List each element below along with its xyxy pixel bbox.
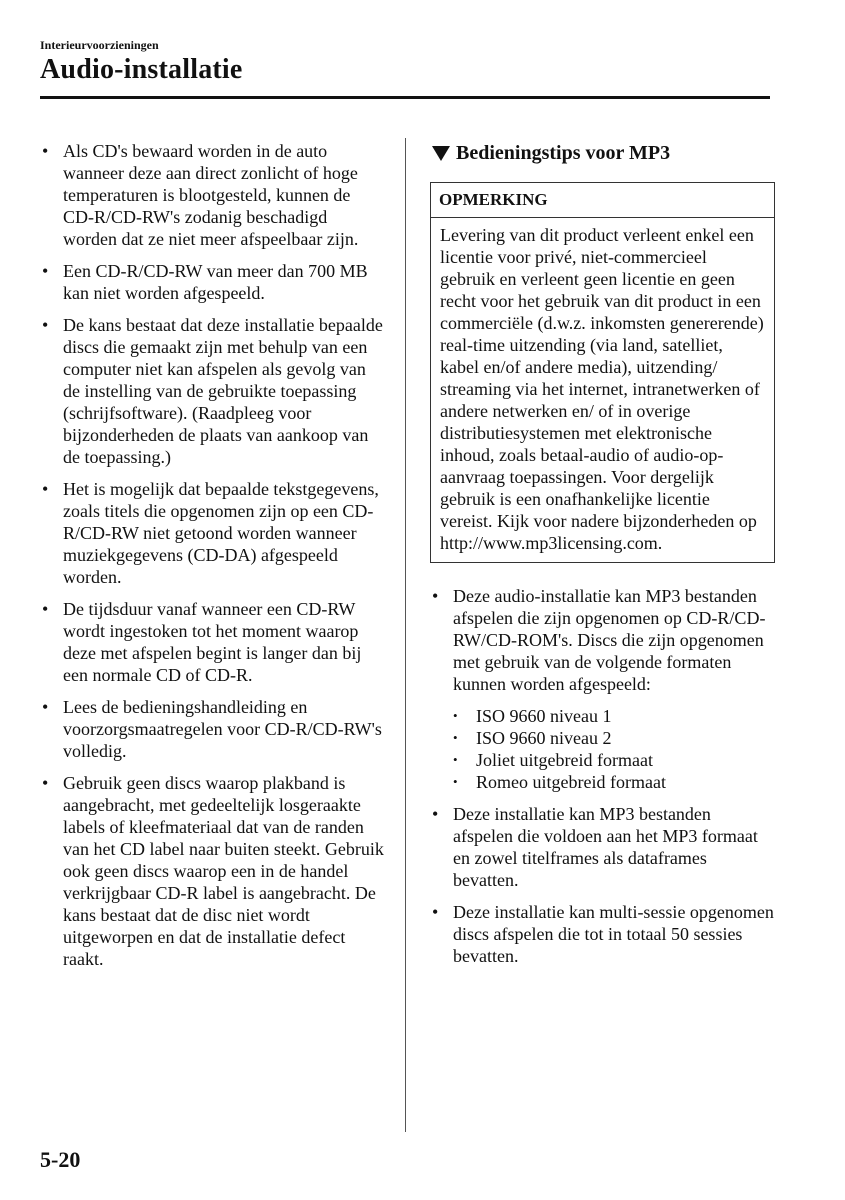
format-item: • ISO 9660 niveau 2 [453,727,775,749]
list-item: • Een CD-R/CD-RW van meer dan 700 MB kan niet worden afgespeeld. [40,260,385,304]
list-item: • Gebruik geen discs waarop plakband is aangebracht, met gedeeltelijk losgeraakte labels of kleefmateriaal dat van de randen van het CD label naar buiten steekt. Gebruik ook geen discs waarop een in de handel verkrijgbaar CD-R label is aangebracht. De kans bestaat dat de disc niet wordt uitgeworpen en dat de installatie defect raakt. [40,772,385,970]
format-item: • Joliet uitgebreid formaat [453,749,775,771]
format-list [430,705,775,793]
list-item-text: Deze audio-installatie kan MP3 bestanden afspelen die zijn opgenomen op CD-R/CD-RW/CD-ROM's. Discs die zijn opgenomen met gebruik van de volgende formaten kunnen worden afgespeeld: [453,586,766,694]
format-item: • Romeo uitgebreid formaat [453,771,775,793]
sub-heading [430,140,775,166]
section-label: Interieurvoorzieningen [40,38,159,52]
left-column [40,140,385,980]
note-label: OPMERKING [431,183,774,218]
page-title: Audio-installatie [40,54,243,85]
list-item: • Deze installatie kan MP3 bestanden afspelen die voldoen aan het MP3 formaat en zowel titelframes als dataframes bevatten. [430,803,775,891]
right-column [430,140,775,977]
column-divider [405,138,406,1132]
list-item: • De tijdsduur vanaf wanneer een CD-RW wordt ingestoken tot het moment waarop deze met afspelen begint is langer dan bij een normale CD of CD-R. [40,598,385,686]
list-item: • Als CD's bewaard worden in de auto wanneer deze aan direct zonlicht of hoge temperaturen is blootgesteld, kunnen de CD-R/CD-RW's zodanig beschadigd worden dat ze niet meer afspeelbaar zijn. [40,140,385,250]
triangle-down-icon [432,146,450,161]
title-rule [40,96,770,99]
list-item: • Deze installatie kan multi-sessie opgenomen discs afspelen die tot in totaal 50 sessies bevatten. [430,901,775,967]
note-box [430,182,775,563]
list-item [430,585,775,695]
page-number: 5-20 [40,1147,81,1172]
right-bullet-list [430,585,775,695]
list-item: • De kans bestaat dat deze installatie bepaalde discs die gemaakt zijn met behulp van een computer niet kan afspelen als gevolg van de instelling van de gebruikte toepassing (schrijfsoftware). (Raadpleeg voor bijzonderheden de plaats van aankoop van de toepassing.) [40,314,385,468]
sub-heading-text: Bedieningstips voor MP3 [456,142,671,164]
right-bullet-list-2 [430,803,775,967]
format-item: • ISO 9660 niveau 1 [453,705,775,727]
left-bullet-list [40,140,385,970]
list-item: • Het is mogelijk dat bepaalde tekstgegevens, zoals titels die opgenomen zijn op een CD-R/CD-RW niet getoond worden wanneer muziekgegevens (CD-DA) afgespeeld worden. [40,478,385,588]
list-item: • Lees de bedieningshandleiding en voorzorgsmaatregelen voor CD-R/CD-RW's volledig. [40,696,385,762]
note-text: Levering van dit product verleent enkel een licentie voor privé, niet-commercieel gebruik en verleent geen licentie en geen recht voor het gebruik van dit product in een commerciële (d.w.z. inkomsten genererende) real-time uitzending (via land, satelliet, kabel en/of andere media), uitzending/ streaming via het internet, intranetwerken of andere netwerken en/ of in overige distributiesystemen met elektronische inhoud, zoals betaal-audio of audio-op-aanvraag toepassingen. Voor dergelijk gebruik is een onafhankelijke licentie vereist. Kijk voor nadere bijzonderheden op http://www.mp3licensing.com. [440,225,764,553]
